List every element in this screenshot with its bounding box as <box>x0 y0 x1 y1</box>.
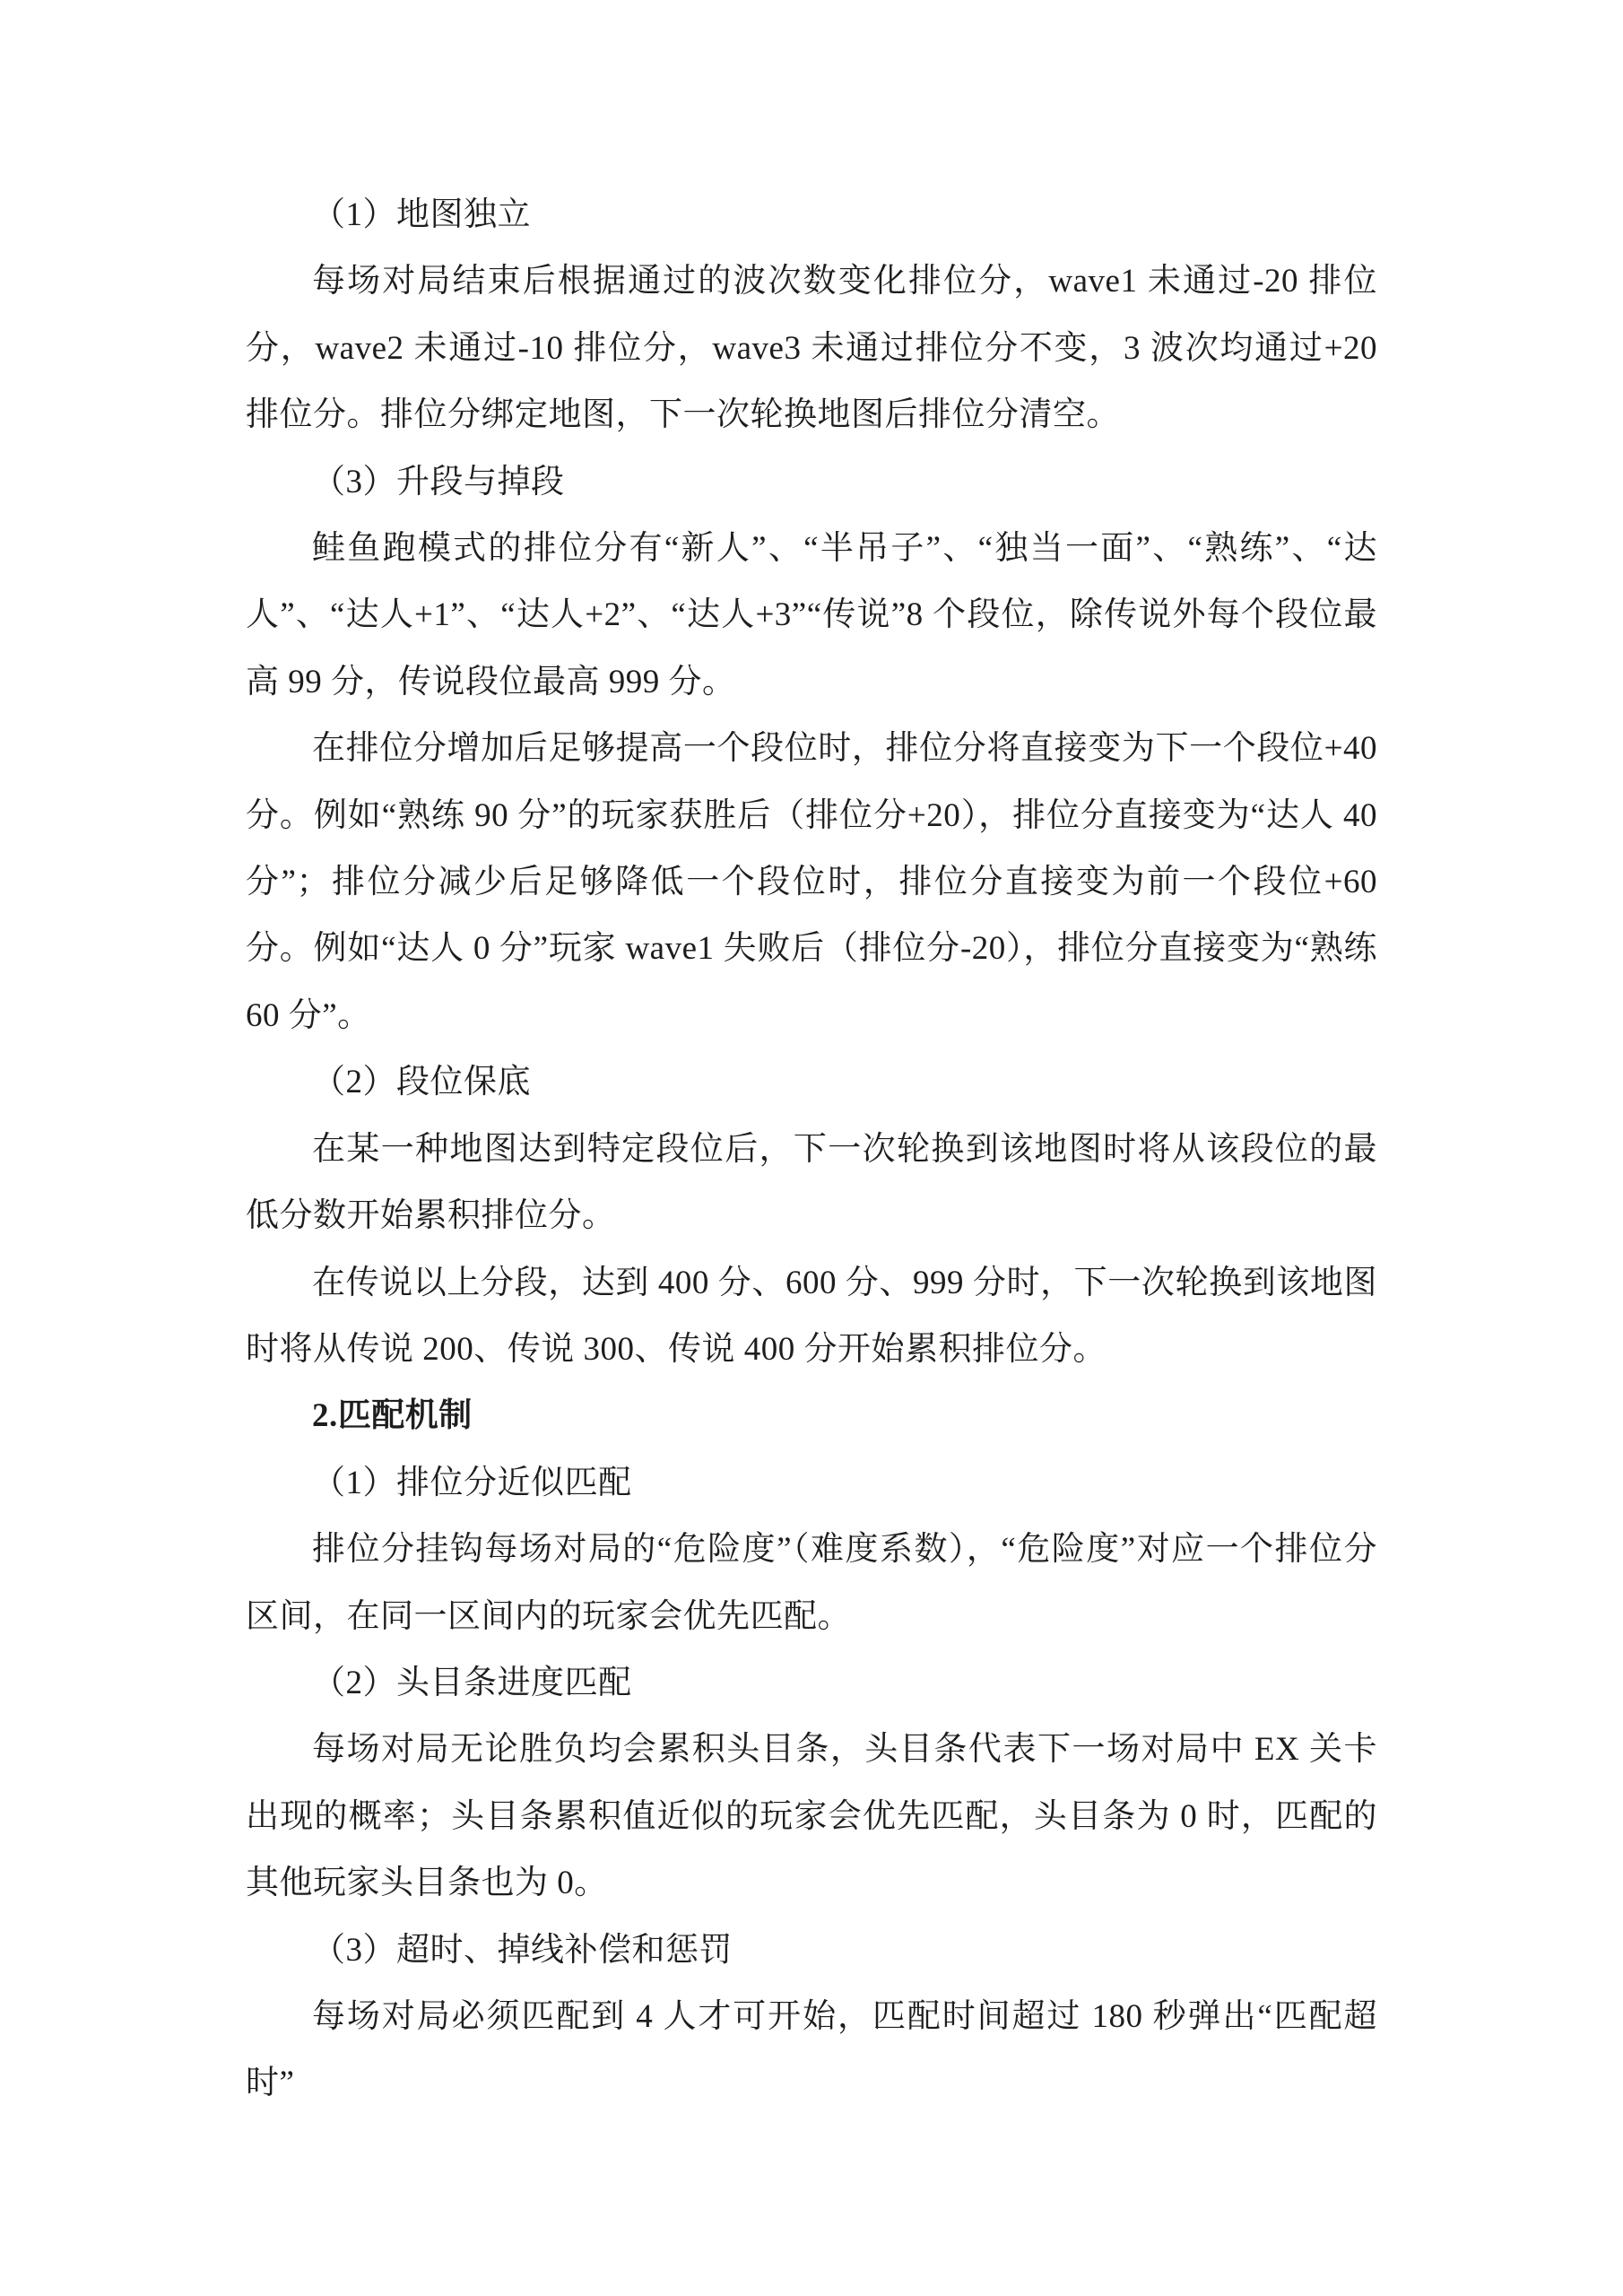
subheading-rank-up-down: （3）升段与掉段 <box>312 463 565 500</box>
paragraph-rank-floor-rule: 在某一种地图达到特定段位后，下一次轮换到该地图时将从该段位的最低分数开始累积排位分。 <box>246 1130 1377 1235</box>
paragraph-rank-tiers: 鲑鱼跑模式的排位分有“新人”、“半吊子”、“独当一面”、“熟练”、“达人”、“达人+1”、“达人+2”、“达人+3”“传说”8 个段位，除传说外每个段位最高 99 分，传说段位最高 999 分。 <box>246 530 1377 700</box>
paragraph-promotion-demotion: 在排位分增加后足够提高一个段位时，排位分将直接变为下一个段位+40 分。例如“熟练 90 分”的玩家获胜后（排位分+20），排位分直接变为“达人 40 分”；排位分减少后足够降低一个段位时，排位分直接变为前一个段位+60 分。例如“达人 0 分”玩家 wave1 失败后（排位分-20），排位分直接变为“熟练 60 分”。 <box>246 730 1377 1034</box>
paragraph-danger-matching: 排位分挂钩每场对局的“危险度”（难度系数），“危险度”对应一个排位分区间，在同一区间内的玩家会优先匹配。 <box>246 1531 1377 1635</box>
subheading-timeout-compensation: （3）超时、掉线补偿和惩罚 <box>312 1931 733 1969</box>
document-body <box>246 182 1377 2118</box>
paragraph-boss-bar-rule: 每场对局无论胜负均会累积头目条，头目条代表下一场对局中 EX 关卡出现的概率；头目条累积值近似的玩家会优先匹配，头目条为 0 时，匹配的其他玩家头目条也为 0。 <box>246 1731 1377 1902</box>
heading-matchmaking: 2.匹配机制 <box>312 1397 473 1435</box>
subheading-map-independent: （1）地图独立 <box>312 196 531 233</box>
paragraph-legend-floor-rule: 在传说以上分段，达到 400 分、600 分、999 分时，下一次轮换到该地图时将从传说 200、传说 300、传说 400 分开始累积排位分。 <box>246 1264 1377 1368</box>
subheading-rank-floor: （2）段位保底 <box>312 1064 531 1101</box>
paragraph-match-start-rule: 每场对局必须匹配到 4 人才可开始，匹配时间超过 180 秒弹出“匹配超时” <box>246 1997 1377 2102</box>
subheading-score-matching: （1）排位分近似匹配 <box>312 1464 632 1501</box>
subheading-boss-bar-matching: （2）头目条进度匹配 <box>312 1664 632 1701</box>
paragraph-wave-score-rules: 每场对局结束后根据通过的波次数变化排位分，wave1 未通过-20 排位分，wave2 未通过-10 排位分，wave3 未通过排位分不变，3 波次均通过+20 排位分。排位分绑定地图，下一次轮换地图后排位分清空。 <box>246 263 1377 434</box>
